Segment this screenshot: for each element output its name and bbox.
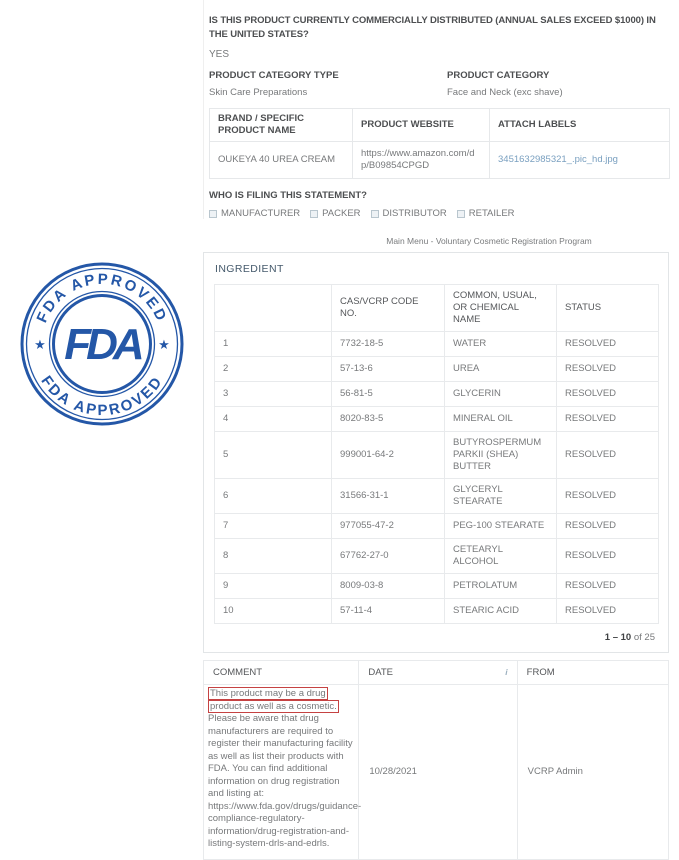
- pagination: [214, 624, 658, 652]
- table-row: [215, 432, 659, 479]
- row-number-cell: 9: [215, 574, 332, 599]
- filing-option-retailer: [457, 208, 515, 219]
- table-row: [215, 539, 659, 574]
- comment-row: [204, 685, 669, 860]
- star-icon-left: ★: [34, 337, 46, 352]
- row-number-cell: 6: [215, 479, 332, 514]
- packer-checkbox[interactable]: [310, 210, 318, 218]
- highlighted-comment-text: This product may be a drug product as well as a cosmetic.: [210, 688, 337, 712]
- row-number-cell: 2: [215, 357, 332, 382]
- chemical-name-cell: WATER: [445, 332, 557, 357]
- chemical-name-cell: GLYCERIN: [445, 382, 557, 407]
- filing-question-label: WHO IS FILING THIS STATEMENT?: [209, 190, 367, 201]
- comment-text: Please be aware that drug manufacturers are required to register their manufacturing facility as well as list their products with FDA. You can find additional information on drug registration and listing at: https://www.fda.gov/drugs/guidance-compliance-regulatory-information/drug-registration-and-listing-system-drls-and-edrls.: [208, 713, 362, 849]
- row-number-cell: 3: [215, 382, 332, 407]
- ingredient-panel-title: INGREDIENT: [215, 263, 284, 275]
- from-header: FROM: [517, 661, 668, 685]
- row-number-cell: 1: [215, 332, 332, 357]
- distributor-label: DISTRIBUTOR: [382, 208, 447, 219]
- comment-header: COMMENT: [204, 661, 359, 685]
- chemical-name-cell: UREA: [445, 357, 557, 382]
- cas-code-cell: 7732-18-5: [332, 332, 445, 357]
- cas-code-cell: 31566-31-1: [332, 479, 445, 514]
- distribution-question-label: IS THIS PRODUCT CURRENTLY COMMERCIALLY DISTRIBUTED (ANNUAL SALES EXCEED $1000) IN THE UNITED STATES?: [209, 15, 656, 40]
- cas-code-cell: 999001-64-2: [332, 432, 445, 479]
- status-cell: RESOLVED: [557, 574, 659, 599]
- status-cell: RESOLVED: [557, 432, 659, 479]
- date-header: [359, 661, 517, 685]
- row-number-cell: 4: [215, 407, 332, 432]
- chemical-name-cell: BUTYROSPERMUM PARKII (SHEA) BUTTER: [445, 432, 557, 479]
- row-number-header: [215, 285, 332, 332]
- category-row: [209, 70, 669, 98]
- status-cell: RESOLVED: [557, 599, 659, 624]
- status-cell: RESOLVED: [557, 479, 659, 514]
- packer-label: PACKER: [322, 208, 361, 219]
- cas-code-cell: 57-13-6: [332, 357, 445, 382]
- product-category-type-label: PRODUCT CATEGORY TYPE: [209, 70, 339, 81]
- comment-cell: [204, 685, 362, 860]
- chemical-name-cell: STEARIC ACID: [445, 599, 557, 624]
- chemical-name-cell: PETROLATUM: [445, 574, 557, 599]
- brand-table: [209, 108, 670, 179]
- chemical-name-cell: MINERAL OIL: [445, 407, 557, 432]
- product-website-header: PRODUCT WEBSITE: [353, 109, 490, 142]
- status-cell: RESOLVED: [557, 332, 659, 357]
- product-category-label: PRODUCT CATEGORY: [447, 70, 550, 81]
- distributor-checkbox[interactable]: [371, 210, 379, 218]
- pagination-total: of 25: [631, 632, 655, 643]
- status-cell: RESOLVED: [557, 357, 659, 382]
- ingredient-panel: [203, 252, 669, 653]
- status-cell: RESOLVED: [557, 514, 659, 539]
- vcrp-form-panel: [203, 0, 669, 860]
- attach-labels-header: ATTACH LABELS: [490, 109, 670, 142]
- date-header-label: DATE: [368, 667, 393, 678]
- row-number-cell: 7: [215, 514, 332, 539]
- chemical-name-header: COMMON, USUAL, OR CHEMICAL NAME: [445, 285, 557, 332]
- ingredient-table: [214, 284, 659, 624]
- status-cell: RESOLVED: [557, 539, 659, 574]
- fda-approved-stamp: [18, 260, 186, 428]
- product-website-cell: https://www.amazon.com/dp/B09854CPGD: [353, 142, 490, 179]
- table-row: [215, 574, 659, 599]
- chemical-name-cell: CETEARYL ALCOHOL: [445, 539, 557, 574]
- cas-code-cell: 67762-27-0: [332, 539, 445, 574]
- fda-logo: FDA: [64, 320, 140, 369]
- info-icon[interactable]: i: [505, 667, 508, 677]
- distribution-answer-value: YES: [209, 49, 230, 60]
- cas-code-cell: 56-81-5: [332, 382, 445, 407]
- stamp-bottom-text: FDA APPROVED: [37, 372, 167, 420]
- brand-table-row: [210, 142, 670, 179]
- cas-code-cell: 8009-03-8: [332, 574, 445, 599]
- cas-code-header: CAS/VCRP CODE NO.: [332, 285, 445, 332]
- filing-option-packer: [310, 208, 360, 219]
- stamp-top-text: FDA APPROVED: [33, 270, 171, 326]
- star-icon-right: ★: [158, 337, 170, 352]
- from-cell: VCRP Admin: [517, 685, 668, 860]
- pagination-range: 1 – 10: [604, 632, 632, 643]
- ingredient-header-row: [215, 285, 659, 332]
- brand-name-cell: OUKEYA 40 UREA CREAM: [210, 142, 353, 179]
- status-cell: RESOLVED: [557, 382, 659, 407]
- product-category-value: Face and Neck (exc shave): [447, 87, 563, 98]
- status-cell: RESOLVED: [557, 407, 659, 432]
- filing-option-distributor: [371, 208, 447, 219]
- row-number-cell: 8: [215, 539, 332, 574]
- table-row: [215, 599, 659, 624]
- status-header: STATUS: [557, 285, 659, 332]
- retailer-label: RETAILER: [468, 208, 515, 219]
- cas-code-cell: 57-11-4: [332, 599, 445, 624]
- row-number-cell: 10: [215, 599, 332, 624]
- retailer-checkbox[interactable]: [457, 210, 465, 218]
- comment-table: [203, 660, 669, 860]
- brand-name-header: BRAND / SPECIFIC PRODUCT NAME: [210, 109, 353, 142]
- chemical-name-cell: PEG-100 STEARATE: [445, 514, 557, 539]
- filing-options: [209, 208, 669, 219]
- filing-option-manufacturer: [209, 208, 300, 219]
- product-category-type-value: Skin Care Preparations: [209, 87, 308, 98]
- manufacturer-checkbox[interactable]: [209, 210, 217, 218]
- table-row: [215, 357, 659, 382]
- row-number-cell: 5: [215, 432, 332, 479]
- table-row: [215, 332, 659, 357]
- date-cell: 10/28/2021: [359, 685, 517, 860]
- breadcrumb: Main Menu - Voluntary Cosmetic Registration Program: [386, 236, 592, 246]
- table-row: [215, 514, 659, 539]
- cas-code-cell: 8020-83-5: [332, 407, 445, 432]
- table-row: [215, 479, 659, 514]
- comment-header-row: [204, 661, 669, 685]
- chemical-name-cell: GLYCERYL STEARATE: [445, 479, 557, 514]
- table-row: [215, 407, 659, 432]
- attach-labels-link[interactable]: 3451632985321_.pic_hd.jpg: [498, 154, 618, 165]
- cas-code-cell: 977055-47-2: [332, 514, 445, 539]
- table-row: [215, 382, 659, 407]
- manufacturer-label: MANUFACTURER: [221, 208, 301, 219]
- distribution-section: [203, 0, 669, 219]
